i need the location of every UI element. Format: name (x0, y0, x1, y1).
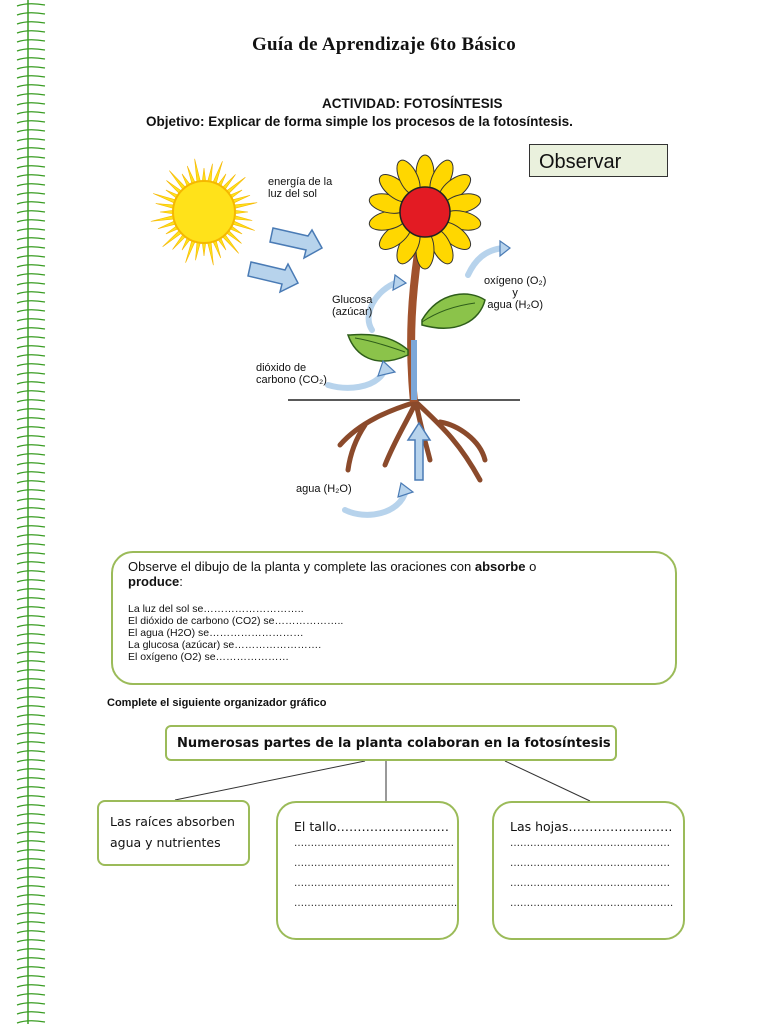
roots (340, 402, 485, 480)
objective-text: Objetivo: Explicar de forma simple los procesos de la fotosíntesis. (146, 114, 573, 129)
water-label: agua (H₂O) (296, 483, 352, 495)
fill-in-sentences (128, 603, 343, 663)
oxygen-label: oxígeno (O₂) y agua (H₂O) (484, 275, 547, 311)
light-label: energía de la luz del sol (268, 176, 333, 200)
organizer-leaves-node[interactable] (492, 801, 685, 940)
sentence-sunlight[interactable]: La luz del sol se……………………….. (128, 603, 304, 615)
instructions-middle: o (525, 559, 537, 574)
stem-blank-3[interactable]: ………………………………………… (294, 878, 454, 889)
stem-blank-1[interactable]: ………………………………………… (294, 838, 454, 849)
word-absorbe: absorbe (474, 559, 526, 574)
photosynthesis-diagram (140, 140, 560, 525)
organizer-roots-node (97, 800, 250, 866)
sentence-oxygen[interactable]: El oxígeno (O2) se………………… (128, 651, 290, 663)
observe-label-box: Observar (529, 144, 668, 177)
flower-center (400, 187, 450, 237)
roots-line-2: agua y nutrientes (110, 835, 221, 850)
sun-illustration (151, 159, 257, 265)
instructions-text (128, 559, 648, 589)
stem-blank-4[interactable]: …………………………………………. (294, 898, 458, 909)
instructions-prefix: Observe el dibujo de la planta y complete las oraciones con (128, 559, 475, 574)
glucose-label: Glucosa (azúcar) (332, 294, 373, 318)
roots-line-1: Las raíces absorben (110, 814, 235, 829)
leaves-blank-4[interactable]: …………………………………………. (510, 898, 674, 909)
co2-label: dióxido de carbono (CO₂) (256, 362, 327, 386)
sentence-glucose[interactable]: La glucosa (azúcar) se……………………. (128, 639, 322, 651)
sentence-water[interactable]: El agua (H2O) se……………………… (128, 627, 304, 639)
light-arrows (248, 228, 322, 292)
leaves-title: Las hojas……………………. (510, 819, 673, 834)
stem-title: El tallo……………………… (294, 819, 449, 834)
word-produce: produce (128, 574, 180, 589)
xylem-tube (411, 340, 417, 400)
leaves-blank-3[interactable]: ………………………………………… (510, 878, 670, 889)
organizer-stem-node[interactable] (276, 801, 459, 940)
page-title: Guía de Aprendizaje 6to Básico (251, 34, 517, 55)
organizer-main-node: Numerosas partes de la planta colaboran en la fotosíntesis (165, 725, 617, 761)
sentence-co2[interactable]: El dióxido de carbono (CO2) se……………….. (128, 615, 344, 627)
leaves-blank-1[interactable]: ………………………………………… (510, 838, 670, 849)
instructions-suffix: : (179, 574, 183, 589)
decorative-grass-border (0, 0, 56, 1024)
organizer-label: Complete el siguiente organizador gráfico (107, 697, 327, 709)
activity-heading: ACTIVIDAD: FOTOSÍNTESIS (322, 96, 503, 111)
leaves-blank-2[interactable]: ………………………………………… (510, 858, 670, 869)
stem-blank-2[interactable]: ………………………………………… (294, 858, 454, 869)
